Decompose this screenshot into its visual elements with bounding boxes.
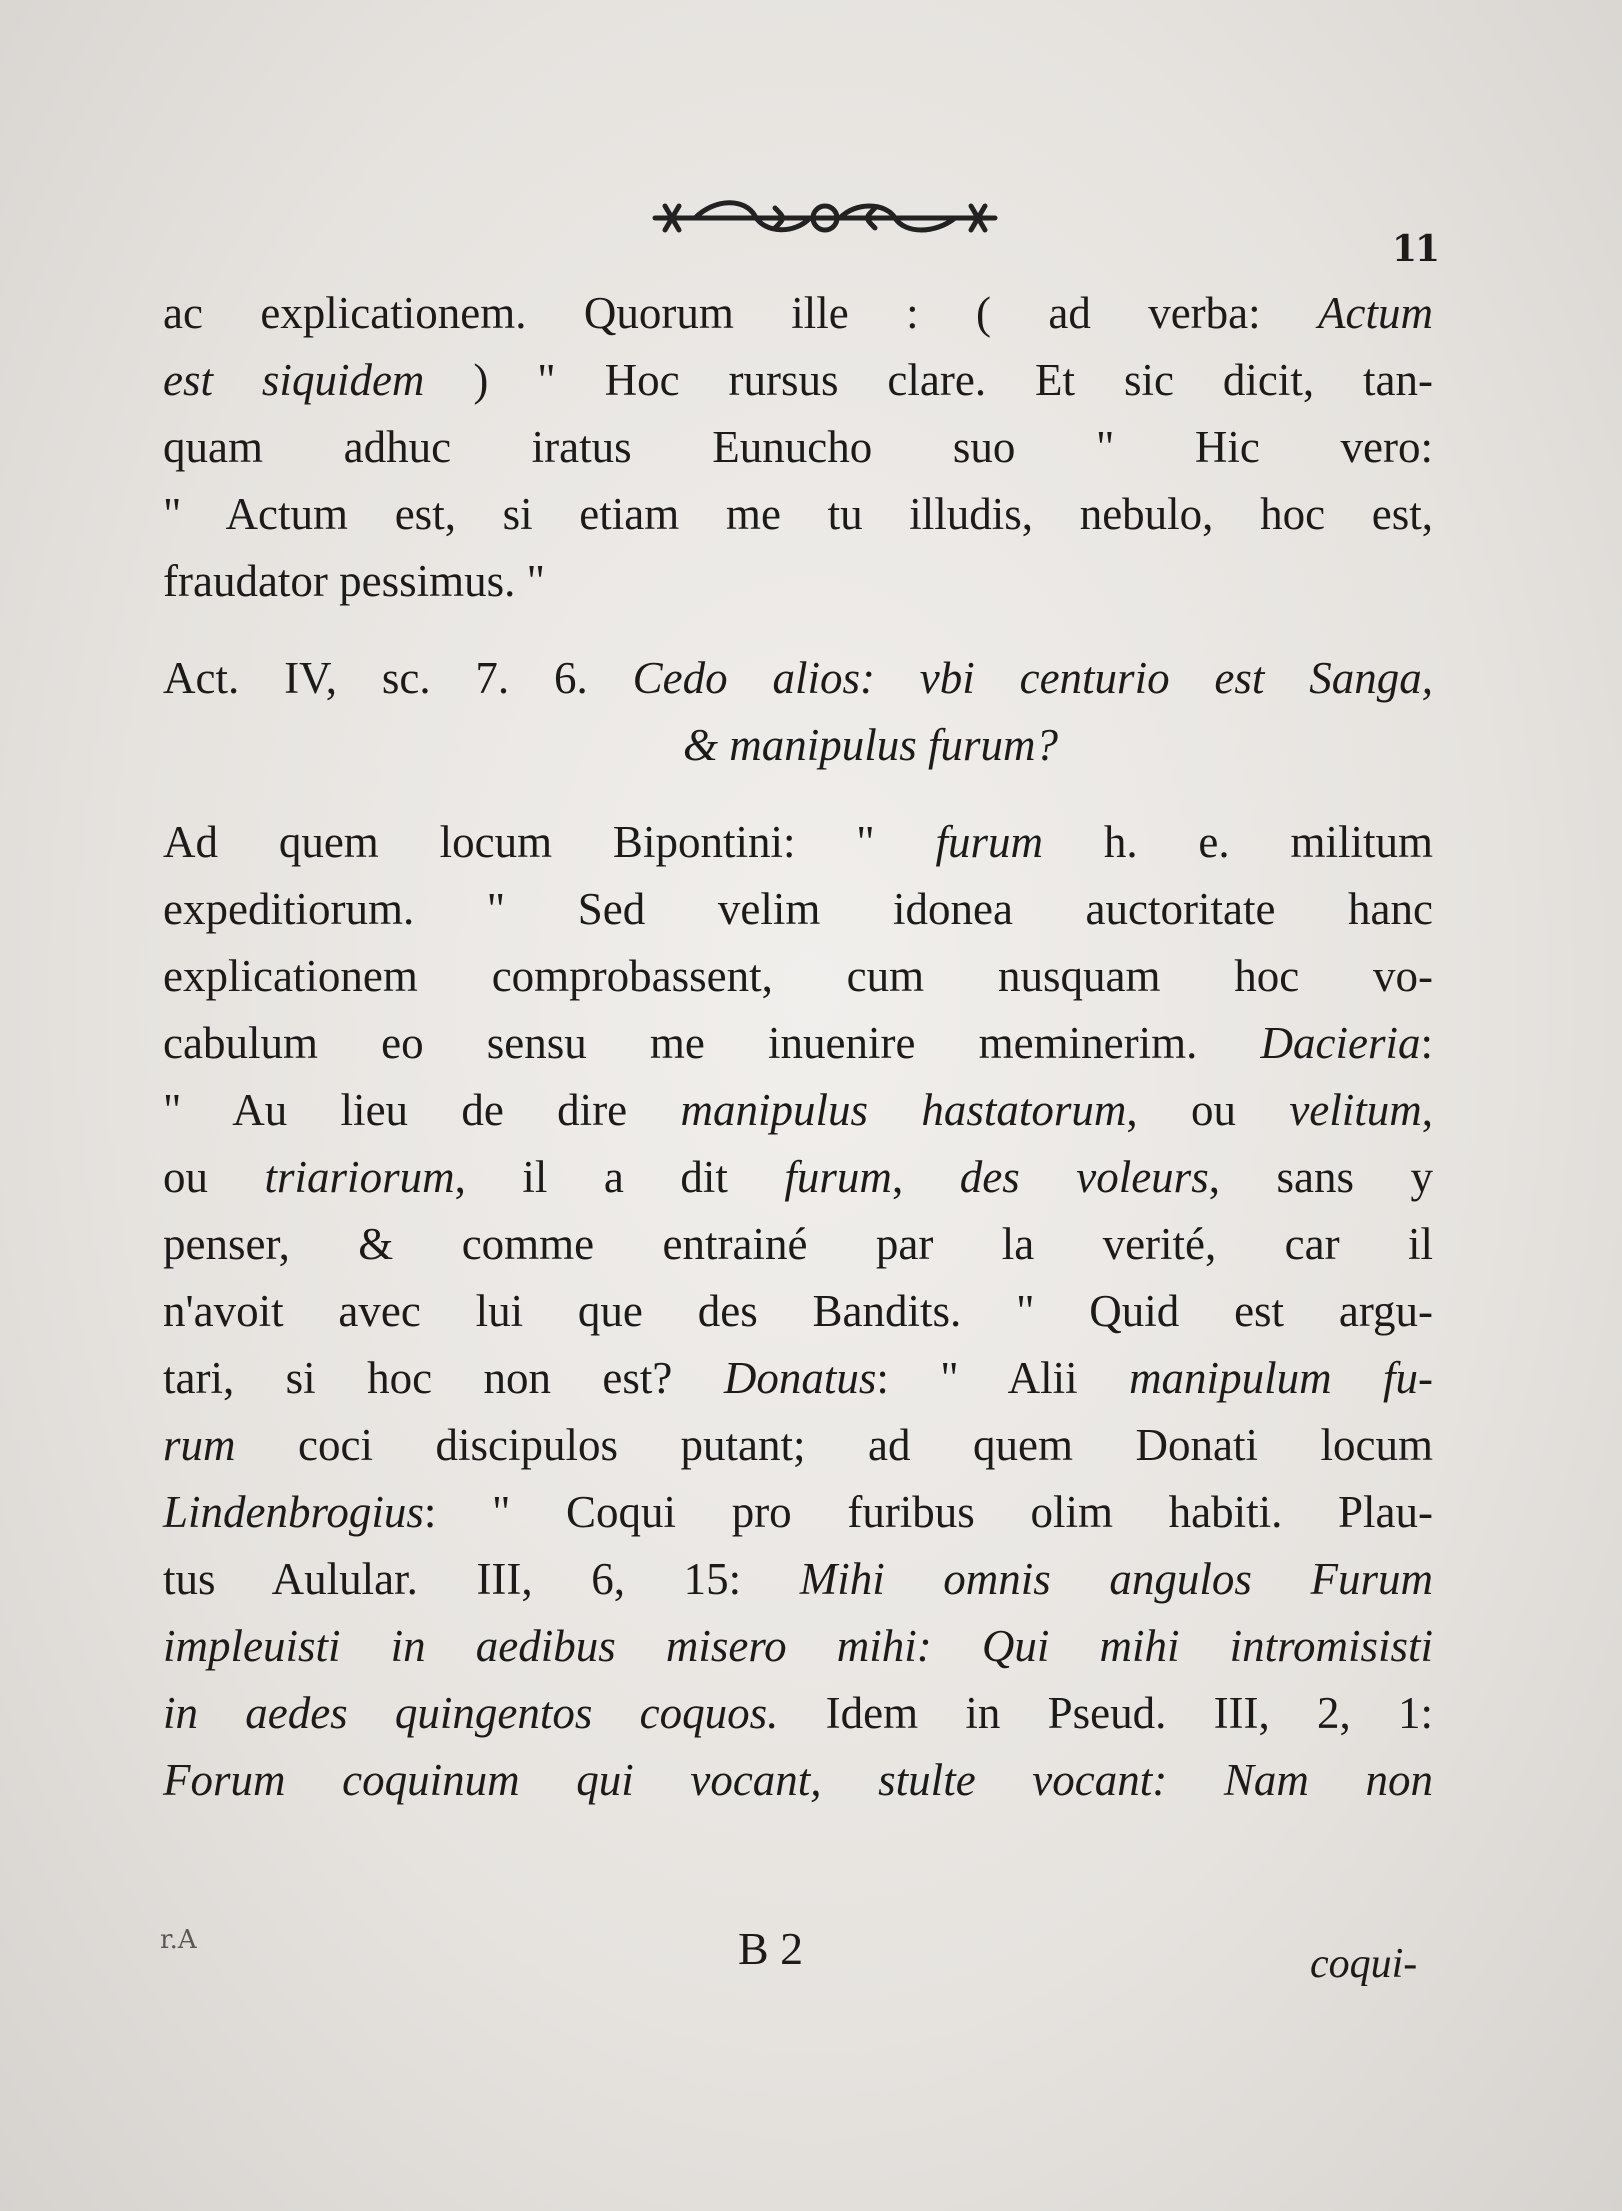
text-line xyxy=(163,809,1433,876)
italic-run: est siquidem xyxy=(163,355,425,405)
text-line xyxy=(163,1680,1433,1747)
text-run: h. e. militum xyxy=(1043,817,1433,867)
italic-run: & manipulus furum? xyxy=(683,720,1059,770)
text-run: , sans y xyxy=(1208,1152,1434,1202)
text-run: ) " Hoc rursus clare. Et sic dicit, tan- xyxy=(424,355,1433,405)
text-line xyxy=(163,1747,1433,1814)
text-line xyxy=(163,1211,1433,1278)
text-run: : " Coqui pro furibus olim habiti. Plau- xyxy=(423,1487,1433,1537)
text-run: : xyxy=(1420,1018,1433,1068)
text-run: penser, & comme entrainé par la verité, car il xyxy=(163,1219,1433,1269)
text-run: ou xyxy=(163,1152,265,1202)
text-line xyxy=(163,347,1433,414)
text-run: Ad quem locum Bipontini: " xyxy=(163,817,936,867)
text-line xyxy=(163,280,1433,347)
text-run: quam adhuc iratus Eunucho suo " Hic vero: xyxy=(163,422,1433,472)
text-run: , xyxy=(891,1152,960,1202)
italic-run: Actum xyxy=(1318,288,1433,338)
text-run: Act. IV, sc. 7. 6. xyxy=(163,653,633,703)
text-line xyxy=(163,1077,1433,1144)
paragraph-gap xyxy=(163,779,1433,809)
paragraph-gap xyxy=(163,615,1433,645)
italic-run: triariorum xyxy=(264,1152,455,1202)
text-line xyxy=(163,1412,1433,1479)
text-run: Idem in Pseud. III, 2, 1: xyxy=(778,1688,1434,1738)
text-run: tus Aulular. III, 6, 15: xyxy=(163,1554,800,1604)
text-line xyxy=(163,1345,1433,1412)
ornament-icon xyxy=(635,188,1015,248)
italic-run: des voleurs xyxy=(959,1152,1209,1202)
italic-run: manipulum fu- xyxy=(1129,1353,1433,1403)
italic-run: impleuisti in aedibus misero mihi: Qui mihi intromisisti xyxy=(163,1621,1433,1671)
italic-run: in aedes quingentos coquos. xyxy=(163,1688,779,1738)
italic-run: velitum xyxy=(1289,1085,1422,1135)
text-run: cabulum eo sensu me inuenire meminerim. xyxy=(163,1018,1261,1068)
text-line xyxy=(163,943,1433,1010)
italic-run: Forum coquinum qui vocant, stulte vocant: Nam non xyxy=(163,1755,1433,1805)
italic-run: Mihi omnis angulos Furum xyxy=(799,1554,1434,1604)
text-run: coci discipulos putant; ad quem Donati locum xyxy=(235,1420,1433,1470)
text-run: : " Alii xyxy=(876,1353,1130,1403)
text-run: ac explicationem. Quorum ille : ( ad verba: xyxy=(163,288,1319,338)
text-line xyxy=(163,1278,1433,1345)
text-run: fraudator pessimus. " xyxy=(163,556,546,606)
text-line xyxy=(163,645,1433,712)
text-run: tari, si hoc non est? xyxy=(163,1353,724,1403)
text-line xyxy=(163,1479,1433,1546)
text-run: " Au lieu de dire xyxy=(163,1085,681,1135)
text-run: n'avoit avec lui que des Bandits. " Quid est argu- xyxy=(163,1286,1433,1336)
text-run: " Actum est, si etiam me tu illudis, nebulo, hoc est, xyxy=(163,489,1433,539)
italic-run: Cedo alios: vbi centurio est Sanga, xyxy=(632,653,1433,703)
italic-run: manipulus hastatorum xyxy=(680,1085,1127,1135)
italic-run: furum xyxy=(784,1152,892,1202)
stray-mark: r.A xyxy=(160,1925,197,1955)
italic-run: Donatus xyxy=(723,1353,877,1403)
text-line xyxy=(163,876,1433,943)
italic-run: Dacieria xyxy=(1260,1018,1421,1068)
text-line xyxy=(163,1010,1433,1077)
text-run: explicationem comprobassent, cum nusquam hoc vo- xyxy=(163,951,1433,1001)
body-text xyxy=(163,280,1433,1814)
text-line xyxy=(163,414,1433,481)
text-line xyxy=(163,548,1433,615)
italic-run: Lindenbrogius xyxy=(163,1487,424,1537)
page-number: 11 xyxy=(1392,228,1439,270)
text-run: , il a dit xyxy=(454,1152,785,1202)
catchword: coqui- xyxy=(1310,1941,1418,1987)
text-line xyxy=(163,712,1433,779)
text-line xyxy=(163,1613,1433,1680)
text-line xyxy=(163,1546,1433,1613)
italic-run: rum xyxy=(163,1420,236,1470)
text-run: , xyxy=(1421,1085,1434,1135)
text-run: expeditiorum. " Sed velim idonea auctoritate hanc xyxy=(163,884,1433,934)
text-run: , ou xyxy=(1126,1085,1290,1135)
italic-run: furum xyxy=(935,817,1044,867)
text-line xyxy=(163,1144,1433,1211)
text-line xyxy=(163,481,1433,548)
signature-mark: B 2 xyxy=(738,1923,804,1974)
